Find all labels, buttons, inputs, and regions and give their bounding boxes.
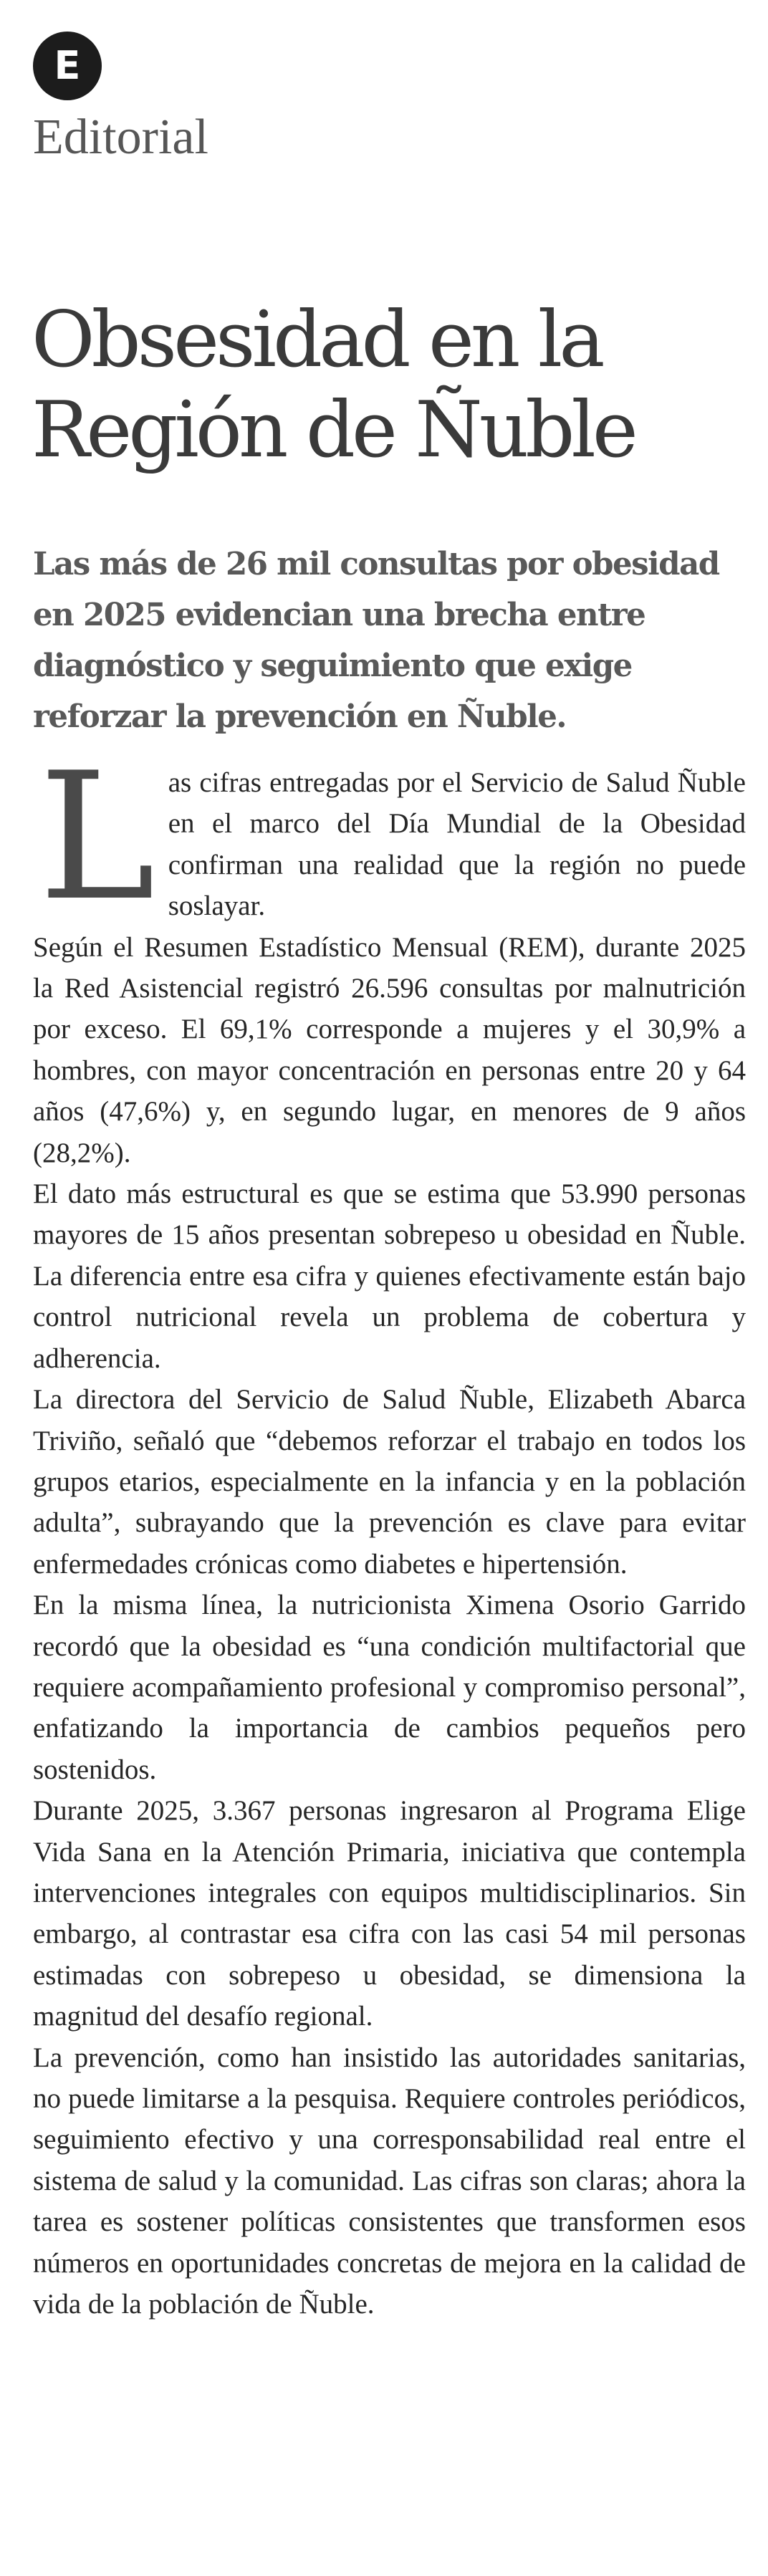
- article-paragraph: En la misma línea, la nutricionista Ximena Osorio Garrido recordó que la obesidad es “una condición multifactorial que requiere acompañamiento profesional y compromiso personal”, enfatizando la importancia de cambios pequeños pero sostenidos.: [33, 1590, 746, 1785]
- article-paragraph: Durante 2025, 3.367 personas ingresaron al Programa Elige Vida Sana en la Atención Primaria, iniciativa que contempla intervenciones integrales con equipos multidisciplinarios. Sin embargo, al contrastar esa cifra con las casi 54 mil personas estimadas con sobrepeso u obesidad, se dimensiona la magnitud del desafío regional.: [33, 1795, 746, 2032]
- article-paragraph: Según el Resumen Estadístico Mensual (REM), durante 2025 la Red Asistencial registró 26.596 consultas por malnutrición por exceso. El 69,1% corresponde a mujeres y el 30,9% a hombres, con mayor concentración en personas entre 20 y 64 años (47,6%) y, en segundo lugar, en menores de 9 años (28,2%).: [33, 931, 746, 1168]
- paragraph-text: as cifras entregadas por el Servicio de Salud Ñuble en el marco del Día Mundial de la Obesidad confirman una realidad que la región no puede soslayar.: [168, 767, 746, 922]
- section-label: Editorial: [33, 110, 208, 165]
- section-badge: E: [33, 32, 102, 100]
- article-dek: Las más de 26 mil consultas por obesidad en 2025 evidencian una brecha entre diagnóstico y seguimiento que exige reforzar la prevención en Ñuble.: [33, 546, 719, 735]
- article-body: [33, 735, 746, 2325]
- article-paragraph: El dato más estructural es que se estima que 53.990 personas mayores de 15 años presentan sobrepeso u obesidad en Ñuble. La diferencia entre esa cifra y quienes efectivamente están bajo control nutricional revela un problema de cobertura y adherencia.: [33, 1178, 746, 1374]
- article-paragraph: [33, 735, 746, 939]
- article-paragraph: La directora del Servicio de Salud Ñuble, Elizabeth Abarca Triviño, señaló que “debemos reforzar el trabajo en todos los grupos etarios, especialmente en la infancia y en la población adulta”, subrayando que la prevención es clave para evitar enfermedades crónicas como diabetes e hipertensión.: [33, 1384, 746, 1580]
- article-paragraph: La prevención, como han insistido las autoridades sanitarias, no puede limitarse a la pesquisa. Requiere controles periódicos, seguimiento efectivo y una corresponsabilidad real entre el sistema de salud y la comunidad. Las cifras son claras; ahora la tarea es sostener políticas consistentes que transformen esos números en oportunidades concretas de mejora en la calidad de vida de la población de Ñuble.: [33, 2042, 746, 2320]
- drop-cap: L: [39, 735, 155, 939]
- article-title: Obsesidad en la Región de Ñuble: [32, 295, 635, 475]
